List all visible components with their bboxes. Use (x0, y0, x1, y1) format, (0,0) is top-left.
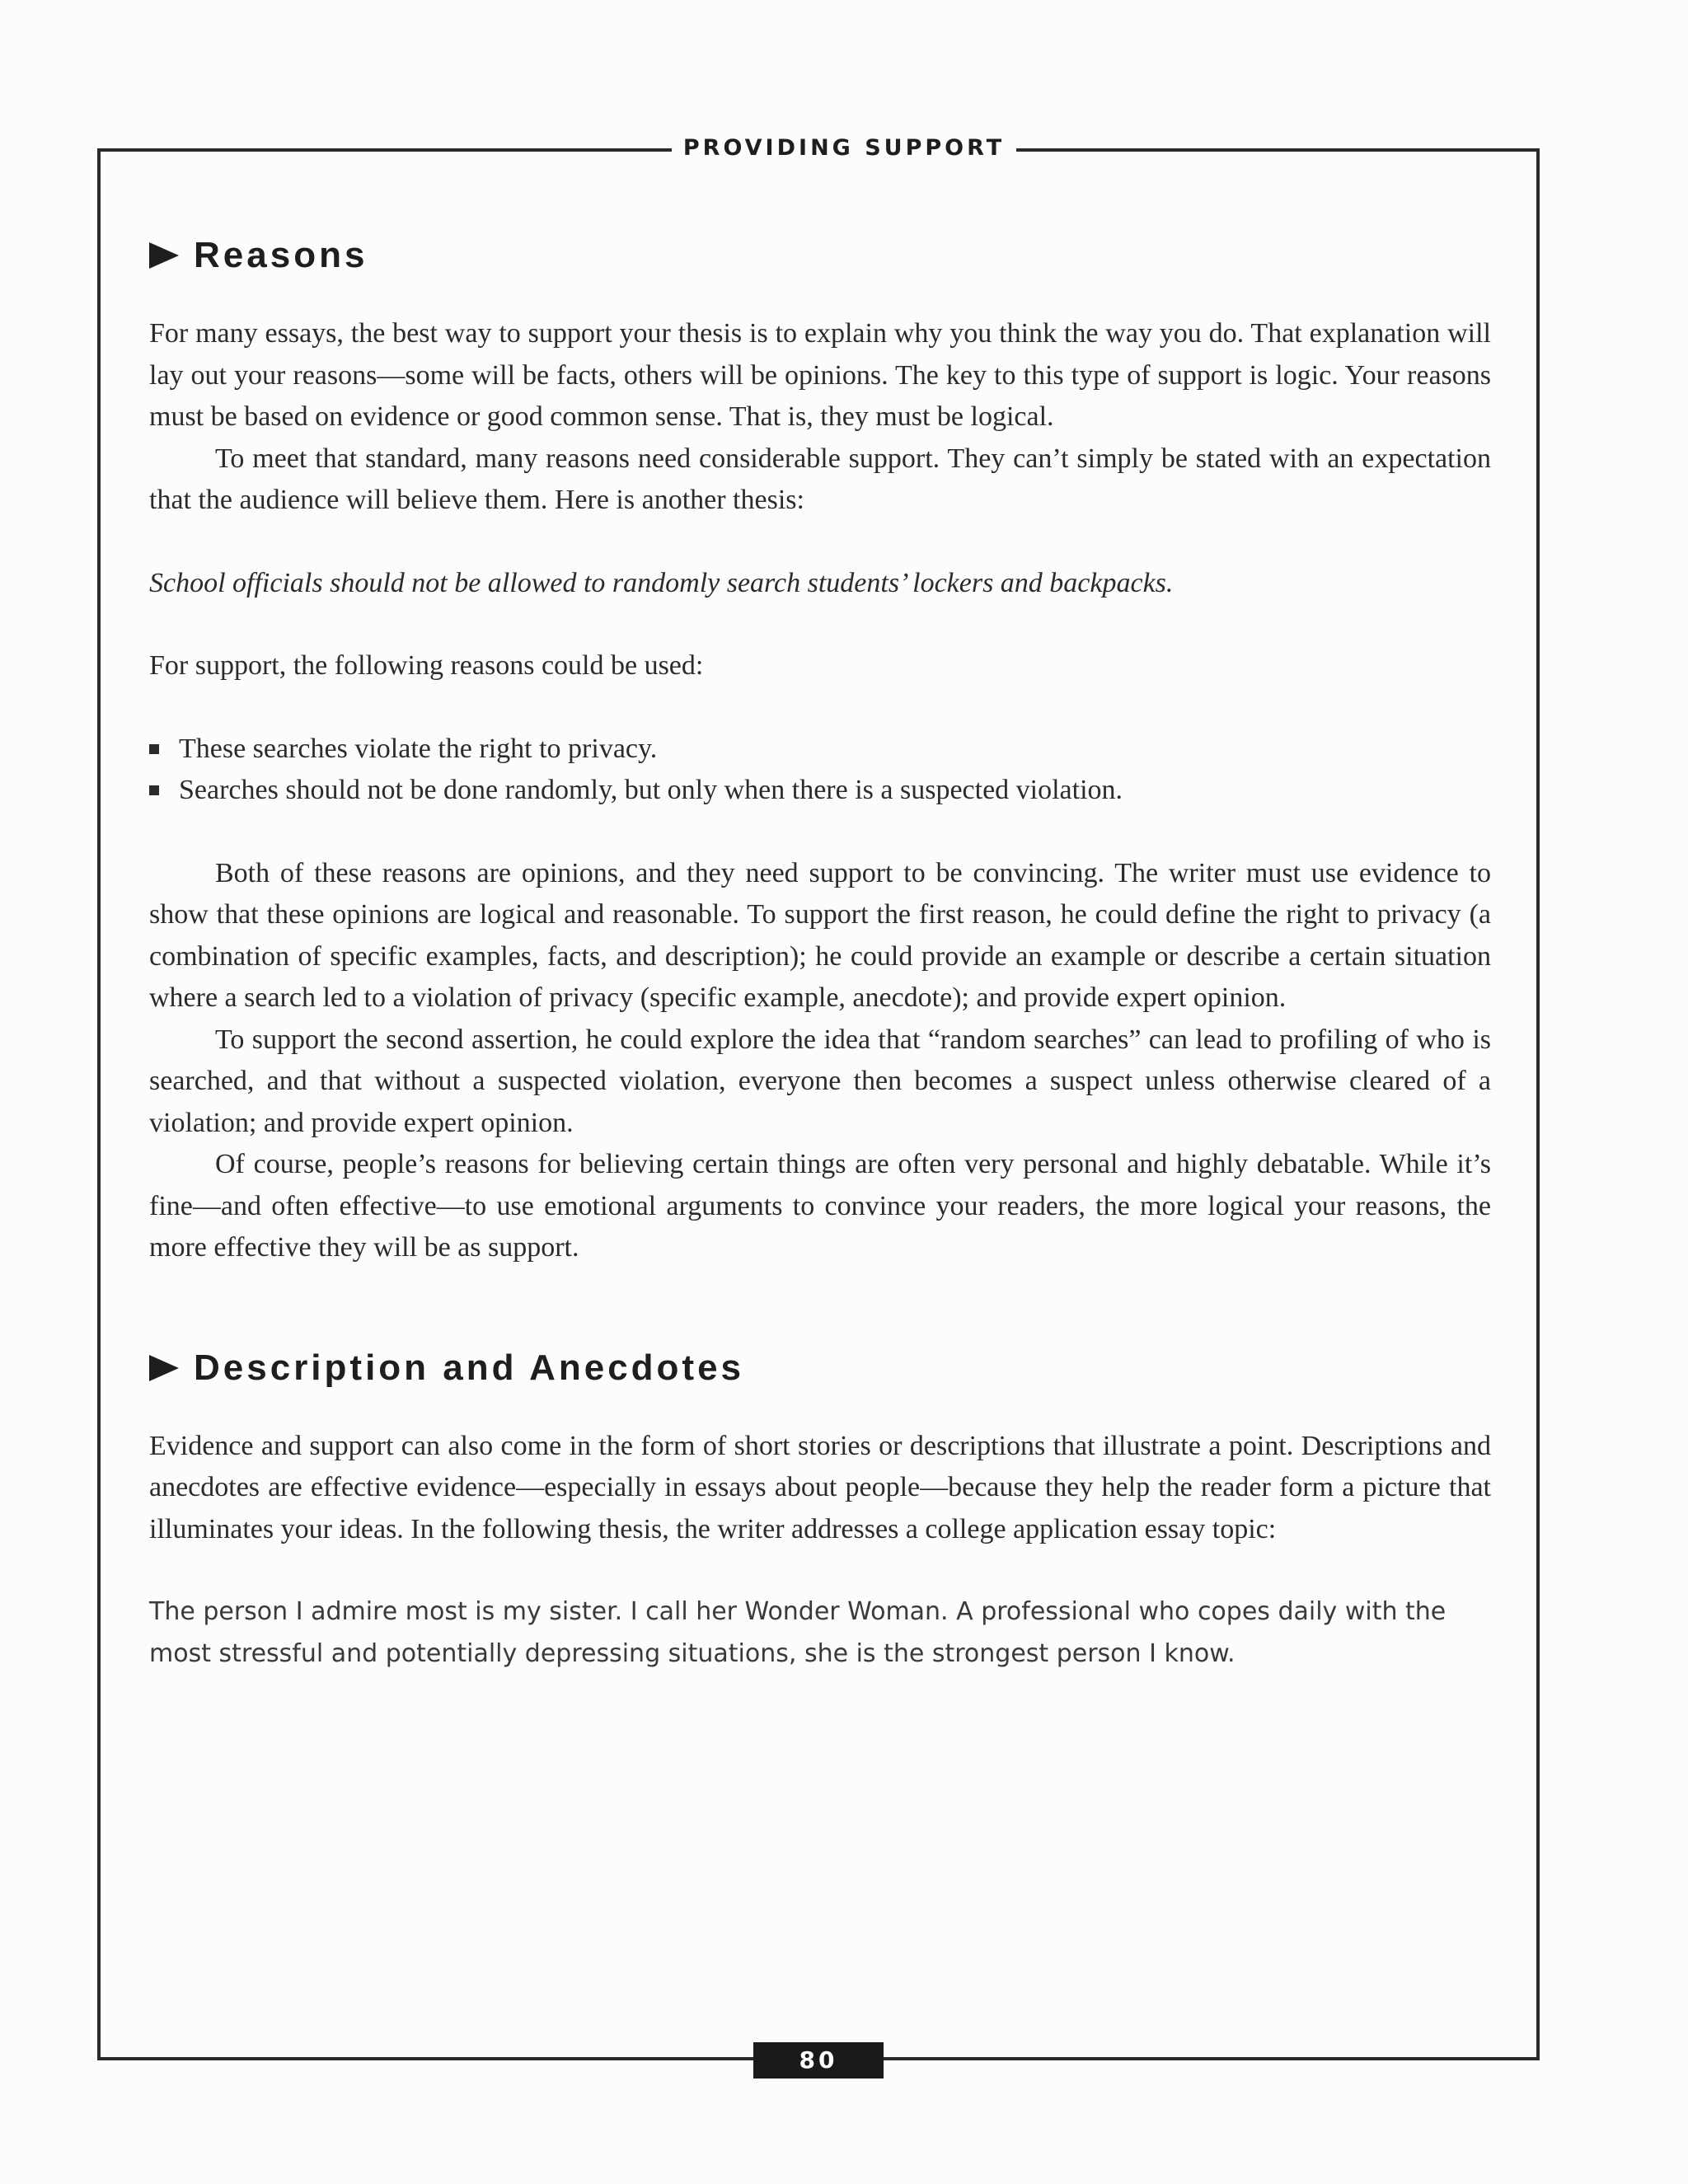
section-heading-description-and-anecdotes (149, 1343, 1491, 1393)
page-number: 80 (753, 2042, 884, 2079)
list-item: Searches should not be done randomly, but only when there is a suspected violation. (149, 770, 1491, 812)
paragraph: For many essays, the best way to support your thesis is to explain why you think the way you do. That explanation will lay out your reasons—some will be facts, others will be opinions. The key to this type of support is logic. Your reasons must be based on evidence or good common sense. That is, they must be logical. (149, 318, 1491, 432)
square-bullet-icon (149, 785, 159, 795)
paragraph: To support the second assertion, he could explore the idea that “random searches” can lead to profiling of who is searched, and that without a suspected violation, everyone then becomes a suspect unless otherwise cleared of a violation; and provide expert opinion. (149, 1024, 1491, 1138)
thesis-statement: School officials should not be allowed to randomly search students’ lockers and backpacks. (149, 567, 1174, 598)
heading-text: Description and Anecdotes (194, 1347, 745, 1388)
triangle-bullet-icon (149, 242, 179, 269)
reasons-list (149, 729, 1491, 812)
paragraph: Both of these reasons are opinions, and they need support to be convincing. The writer must use evidence to show that these opinions are logical and reasonable. To support the first reason, he could define the right to privacy (a combination of specific examples, facts, and description); he could provide an example or describe a certain situation where a search led to a violation of privacy (specific example, anecdote); and provide expert opinion. (149, 857, 1491, 1013)
triangle-bullet-icon (149, 1355, 179, 1381)
heading-text: Reasons (194, 235, 368, 275)
page-content (149, 231, 1491, 1675)
paragraph: Of course, people’s reasons for believing certain things are often very personal and highly debatable. While it’s fine—and often effective—to use emotional arguments to convince your readers, the more logical your reasons, the more effective they will be as support. (149, 1149, 1491, 1263)
running-head (0, 135, 1688, 161)
handwritten-thesis: The person I admire most is my sister. I call her Wonder Woman. A professional who copes daily with the most stressful and potentially depressing situations, she is the strongest person I know. (149, 1597, 1447, 1668)
paragraph: Evidence and support can also come in the form of short stories or descriptions that illustrate a point. Descriptions and anecdotes are effective evidence—especially in essays about people—because they help the reader form a picture that illuminates your ideas. In the following thesis, the writer addresses a college application essay topic: (149, 1430, 1491, 1544)
section-heading-reasons (149, 231, 1491, 280)
paragraph: To meet that standard, many reasons need considerable support. They can’t simply be stated with an expectation that the audience will believe them. Here is another thesis: (149, 443, 1491, 515)
running-head-text: PROVIDING SUPPORT (672, 135, 1016, 161)
square-bullet-icon (149, 744, 159, 754)
list-item: These searches violate the right to privacy. (149, 729, 1491, 771)
paragraph: For support, the following reasons could be used: (149, 650, 704, 681)
